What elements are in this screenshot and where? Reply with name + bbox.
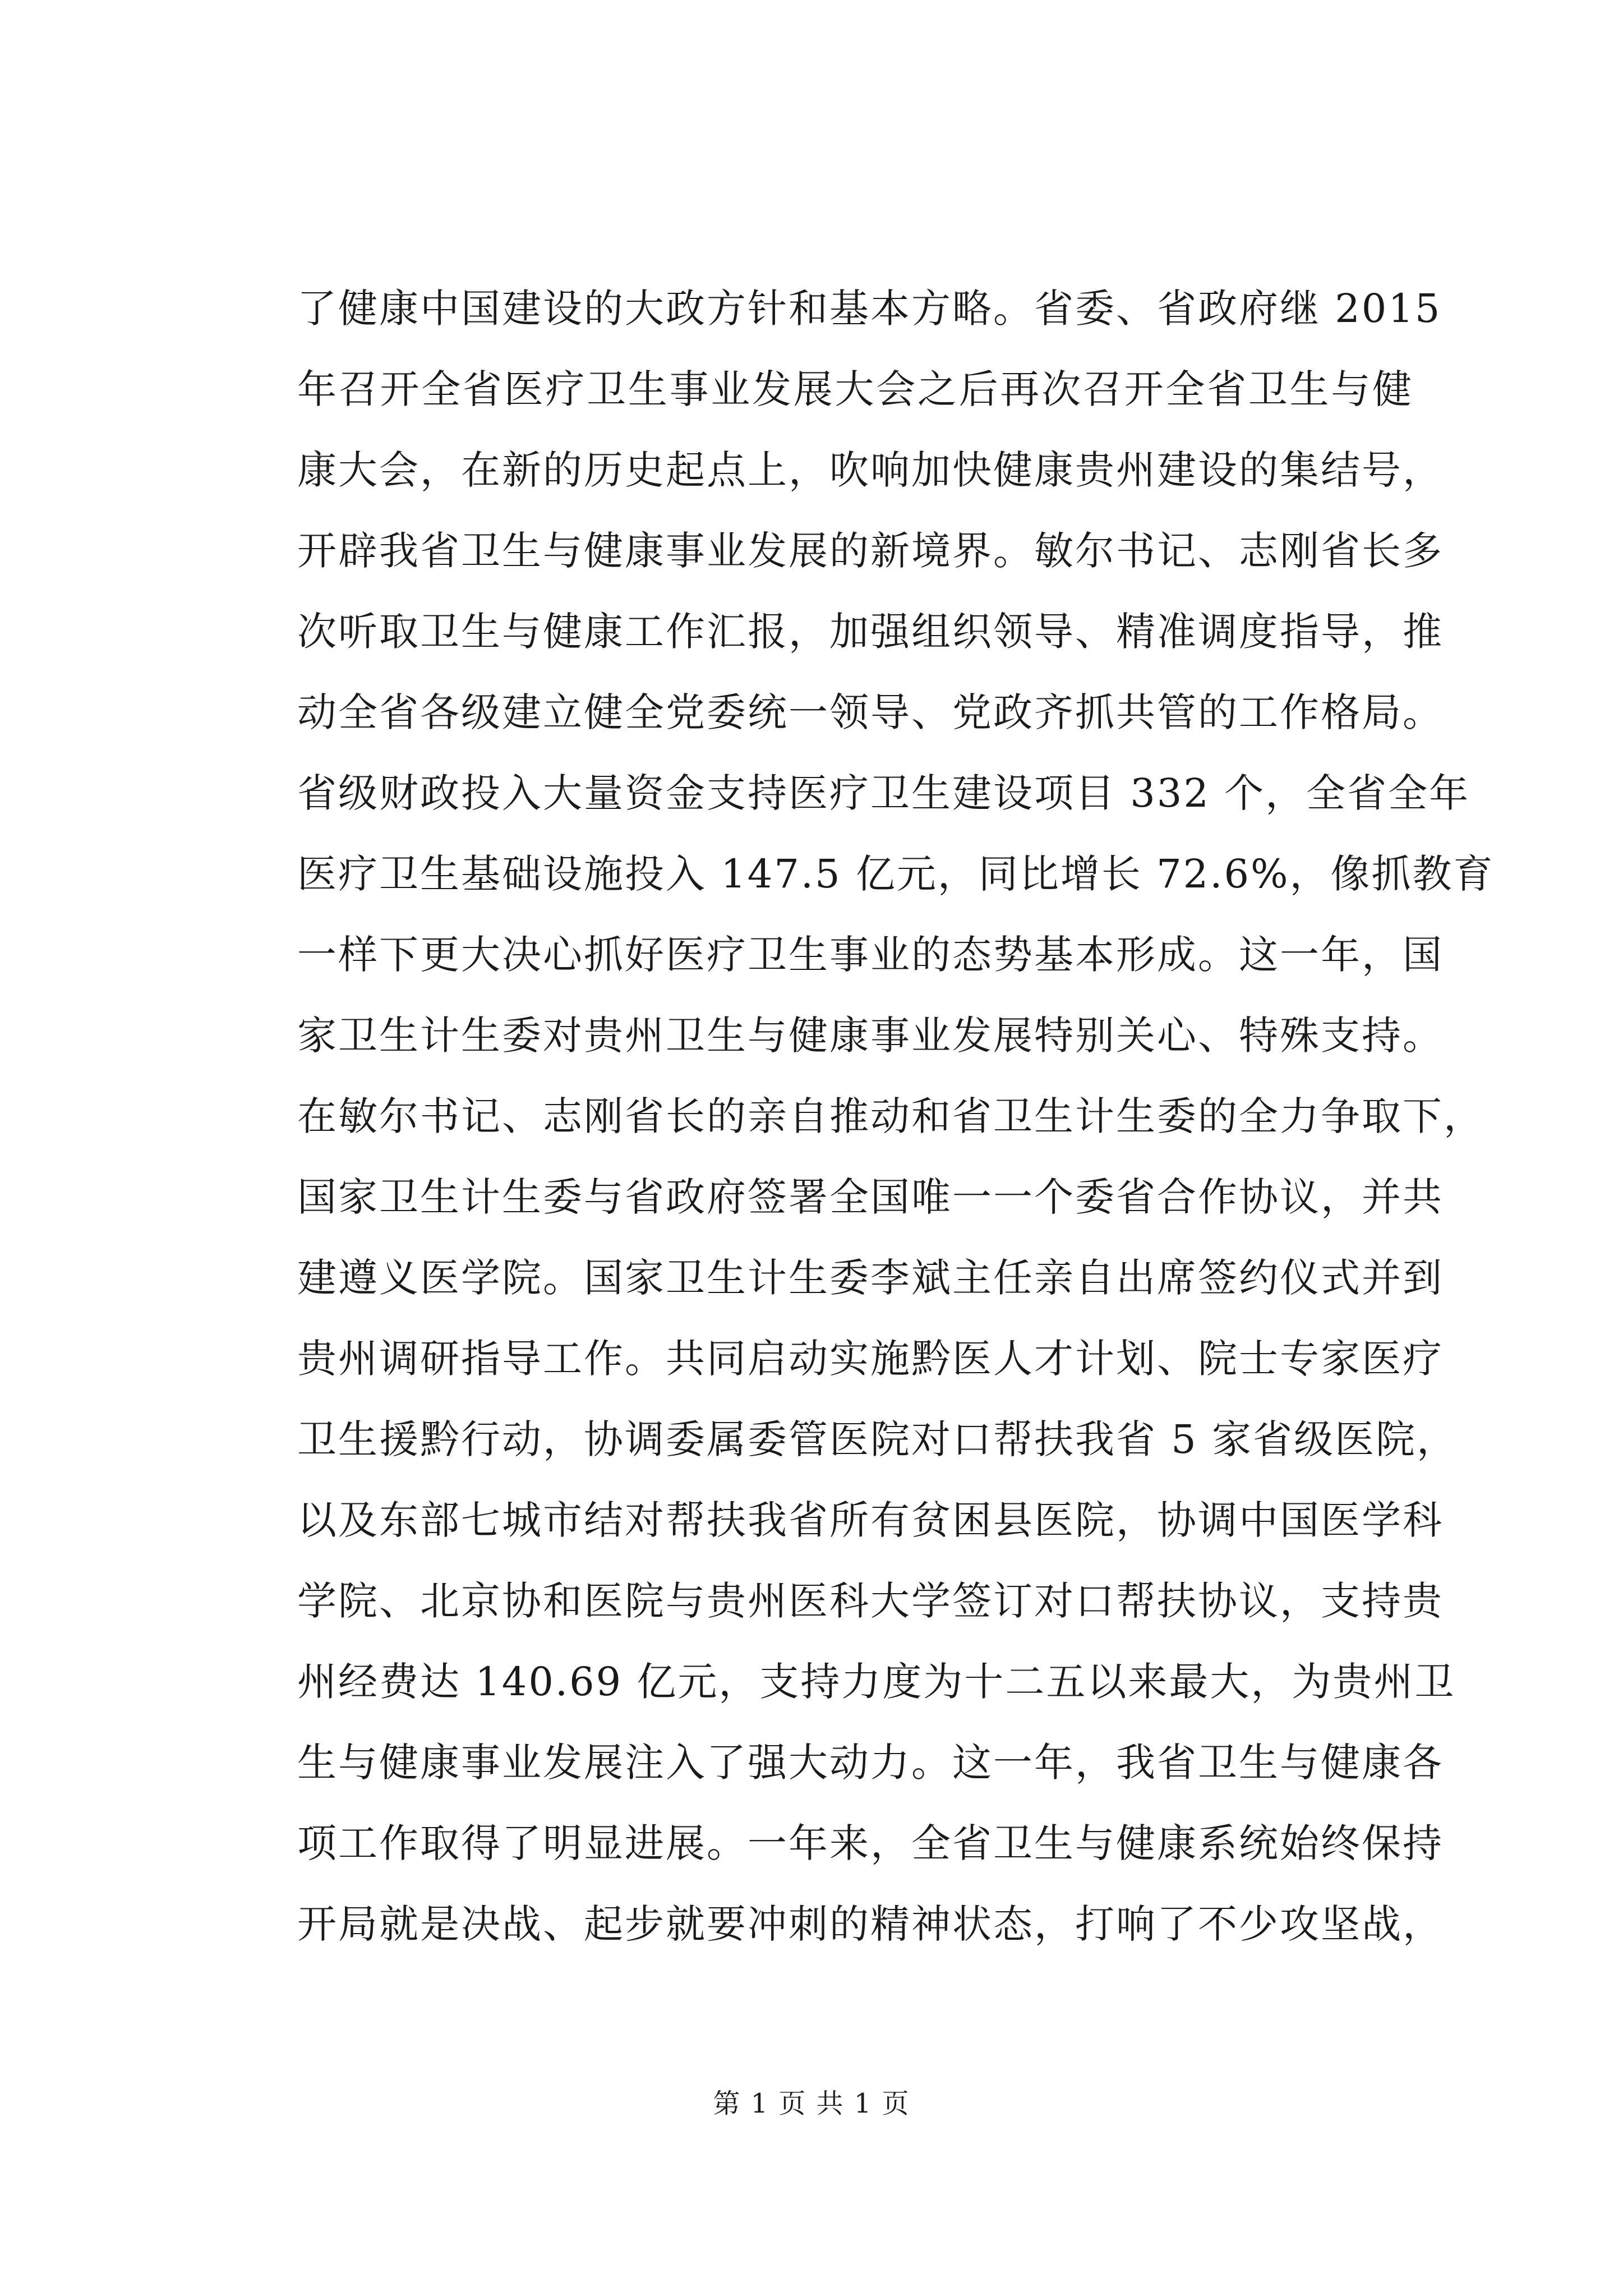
- text-line: 开辟我省卫生与健康事业发展的新境界。敏尔书记、志刚省长多: [297, 528, 1444, 574]
- body-text: [297, 268, 1495, 1964]
- page-footer: [0, 2087, 1623, 2120]
- page-number-label: 第 1 页 共 1 页: [713, 2088, 910, 2119]
- text-line: 建遵义医学院。国家卫生计生委李斌主任亲自出席签约仪式并到: [297, 1255, 1444, 1301]
- text-line: 在敏尔书记、志刚省长的亲自推动和省卫生计生委的全力争取下，: [297, 1093, 1484, 1139]
- text-line: 康大会，在新的历史起点上，吹响加快健康贵州建设的集结号，: [297, 447, 1444, 493]
- text-line: 次听取卫生与健康工作汇报，加强组织领导、精准调度指导，推: [297, 609, 1444, 655]
- text-line: 卫生援黔行动，协调委属委管医院对口帮扶我省 5 家省级医院，: [297, 1416, 1458, 1462]
- text-line: 年召开全省医疗卫生事业发展大会之后再次召开全省卫生与健: [297, 366, 1413, 412]
- text-line: 学院、北京协和医院与贵州医科大学签订对口帮扶协议，支持贵: [297, 1578, 1444, 1624]
- text-line: 家卫生计生委对贵州卫生与健康事业发展特别关心、特殊支持。: [297, 1013, 1444, 1059]
- text-line: 州经费达 140.69 亿元，支持力度为十二五以来最大，为贵州卫: [297, 1659, 1456, 1705]
- text-line: 以及东部七城市结对帮扶我省所有贫困县医院，协调中国医学科: [297, 1497, 1444, 1543]
- text-line: 一样下更大决心抓好医疗卫生事业的态势基本形成。这一年，国: [297, 932, 1444, 978]
- text-line: 项工作取得了明显进展。一年来，全省卫生与健康系统始终保持: [297, 1820, 1444, 1866]
- text-line: 开局就是决战、起步就要冲刺的精神状态，打响了不少攻坚战，: [297, 1901, 1444, 1947]
- text-line: 省级财政投入大量资金支持医疗卫生建设项目 332 个，全省全年: [297, 770, 1470, 816]
- text-line: 动全省各级建立健全党委统一领导、党政齐抓共管的工作格局。: [297, 689, 1444, 735]
- text-line: 贵州调研指导工作。共同启动实施黔医人才计划、院士专家医疗: [297, 1336, 1444, 1382]
- text-line: 医疗卫生基础设施投入 147.5 亿元，同比增长 72.6%，像抓教育: [297, 851, 1495, 897]
- text-line: 了健康中国建设的大政方针和基本方略。省委、省政府继 2015: [297, 286, 1442, 332]
- text-line: 生与健康事业发展注入了强大动力。这一年，我省卫生与健康各: [297, 1740, 1444, 1786]
- text-line: 国家卫生计生委与省政府签署全国唯一一个委省合作协议，并共: [297, 1174, 1444, 1220]
